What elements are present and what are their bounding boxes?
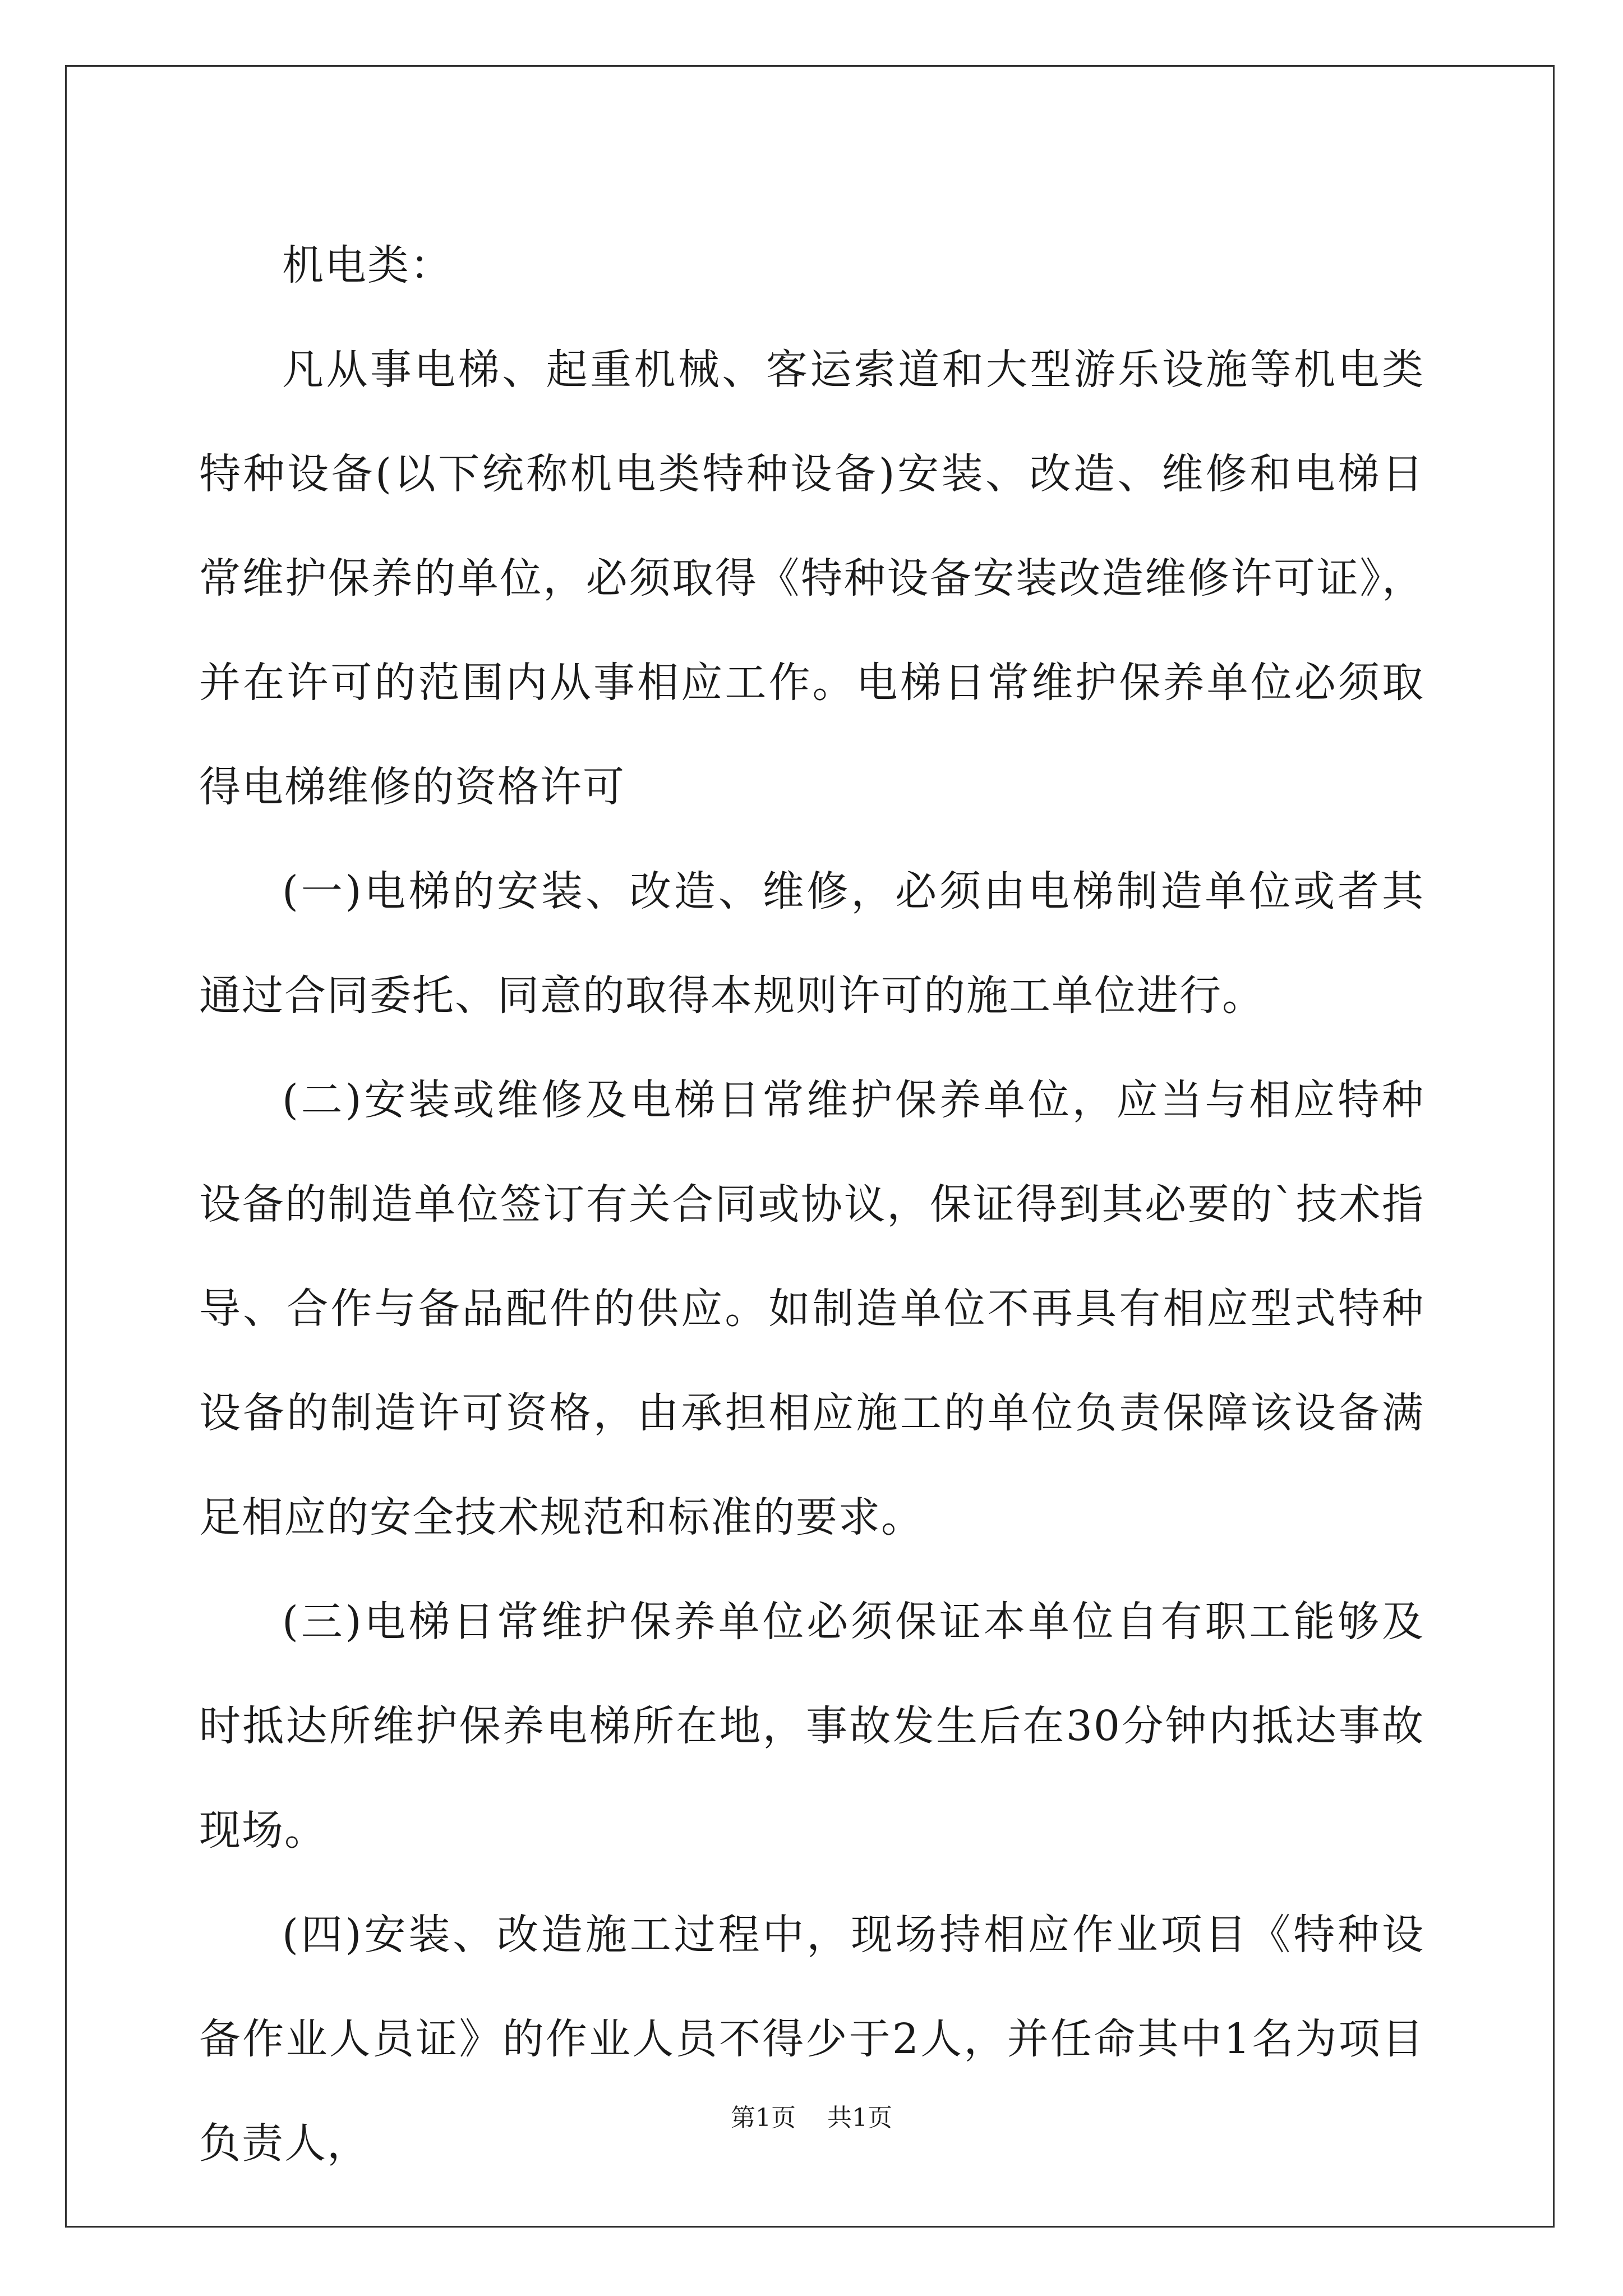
paragraph: (二)安装或维修及电梯日常维护保养单位，应当与相应特种设备的制造单位签订有关合同或协议，保证得到其必要的`技术指导、合作与备品配件的供应。如制造单位不再具有相应型式特种设备的制造许可资格，由承担相应施工的单位负责保障该设备满足相应的安全技术规范和标准的要求。 [199,1076,1424,1542]
document-body [199,213,1424,2196]
page-footer [0,2101,1623,2135]
paragraph-heading: 机电类： [282,241,453,289]
paragraph: (三)电梯日常维护保养单位必须保证本单位自有职工能够及时抵达所维护保养电梯所在地，事故发生后在30分钟内抵达事故现场。 [199,1598,1424,1855]
paragraph: 凡从事电梯、起重机械、客运索道和大型游乐设施等机电类特种设备(以下统称机电类特种设备)安装、改造、维修和电梯日常维护保养的单位，必须取得《特种设备安装改造维修许可证》，并在许可的范围内从事相应工作。电梯日常维护保养单位必须取得电梯维修的资格许可 [199,346,1424,811]
paragraph: (一)电梯的安装、改造、维修，必须由电梯制造单位或者其通过合同委托、同意的取得本规则许可的施工单位进行。 [199,867,1424,1020]
paragraph: (四)安装、改造施工过程中，现场持相应作业项目《特种设备作业人员证》的作业人员不得少于2人，并任命其中1名为项目负责人， [199,1911,1424,2168]
page-total: 共1页 [827,2104,892,2132]
page-number: 第1页 [731,2104,796,2132]
